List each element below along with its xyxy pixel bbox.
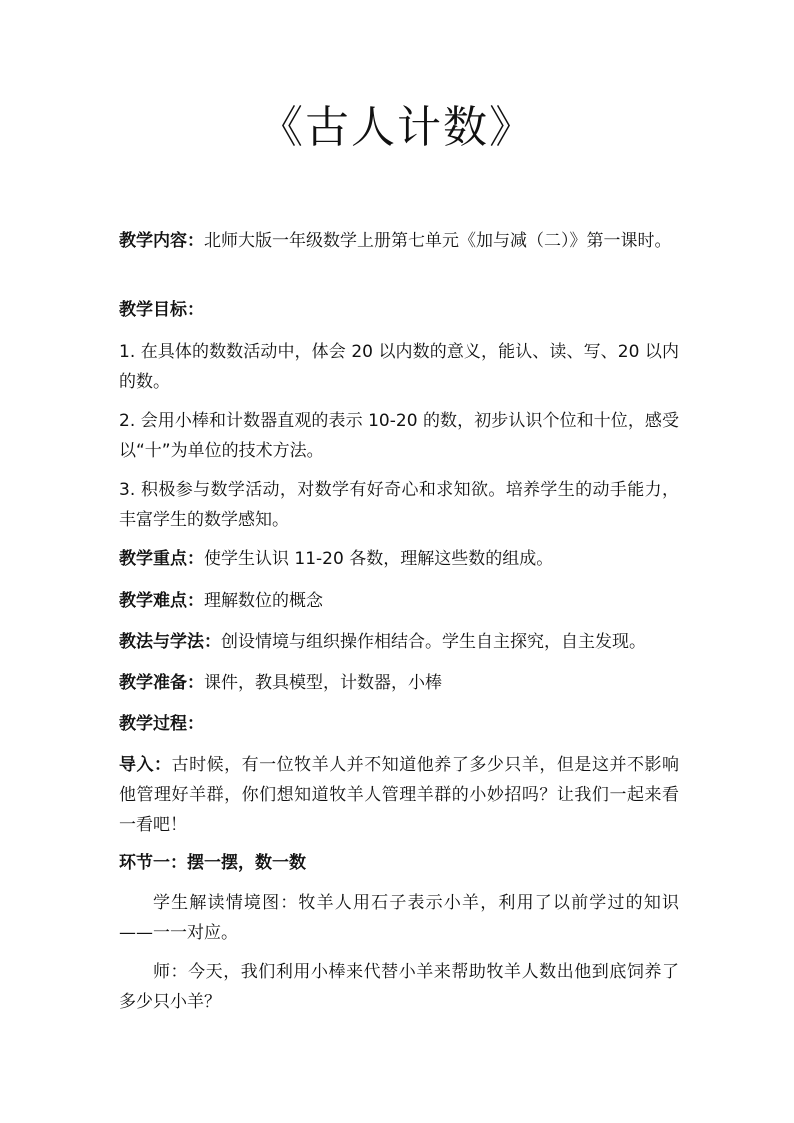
goal-item-1: 1. 在具体的数数活动中，体会 20 以内数的意义，能认、读、写、20 以内的数。 [119, 342, 679, 392]
intro [119, 750, 679, 840]
method [119, 627, 679, 657]
key-point-label: 教学重点： [119, 549, 204, 569]
intro-label: 导入： [119, 755, 172, 775]
key-point [119, 544, 679, 574]
preparation-text: 课件，教具模型，计数器，小棒 [204, 673, 442, 693]
goal-item-3: 3. 积极参与数学活动，对数学有好奇心和求知欲。培养学生的动手能力，丰富学生的数学感知。 [119, 480, 679, 530]
teaching-content-text: 北师大版一年级数学上册第七单元《加与减（二）》第一课时。 [204, 231, 672, 251]
teaching-content [119, 226, 679, 256]
teaching-goals-label: 教学目标： [119, 300, 204, 320]
difficulty [119, 586, 679, 616]
section1-heading: 环节一：摆一摆，数一数 [119, 853, 306, 873]
method-label: 教法与学法： [119, 632, 221, 652]
teaching-content-label: 教学内容： [119, 231, 204, 251]
teaching-process-label: 教学过程： [119, 714, 204, 734]
preparation-label: 教学准备： [119, 673, 204, 693]
preparation [119, 668, 679, 698]
difficulty-label: 教学难点： [119, 591, 204, 611]
intro-text: 古时候，有一位牧羊人并不知道他养了多少只羊，但是这并不影响他管理好羊群，你们想知道牧羊人管理羊群的小妙招吗？让我们一起来看一看吧！ [119, 755, 680, 835]
section1-paragraph-1: 学生解读情境图：牧羊人用石子表示小羊，利用了以前学过的知识——一一对应。 [119, 893, 679, 943]
document-title: 《古人计数》 [259, 102, 535, 153]
section1-paragraph-2: 师：今天，我们利用小棒来代替小羊来帮助牧羊人数出他到底饲养了多少只小羊？ [119, 962, 679, 1012]
goal-item-2: 2. 会用小棒和计数器直观的表示 10-20 的数，初步认识个位和十位，感受以“十”为单位的技术方法。 [119, 411, 679, 461]
key-point-text: 使学生认识 11-20 各数，理解这些数的组成。 [204, 549, 554, 569]
difficulty-text: 理解数位的概念 [204, 591, 323, 611]
method-text: 创设情境与组织操作相结合。学生自主探究，自主发现。 [221, 632, 646, 652]
